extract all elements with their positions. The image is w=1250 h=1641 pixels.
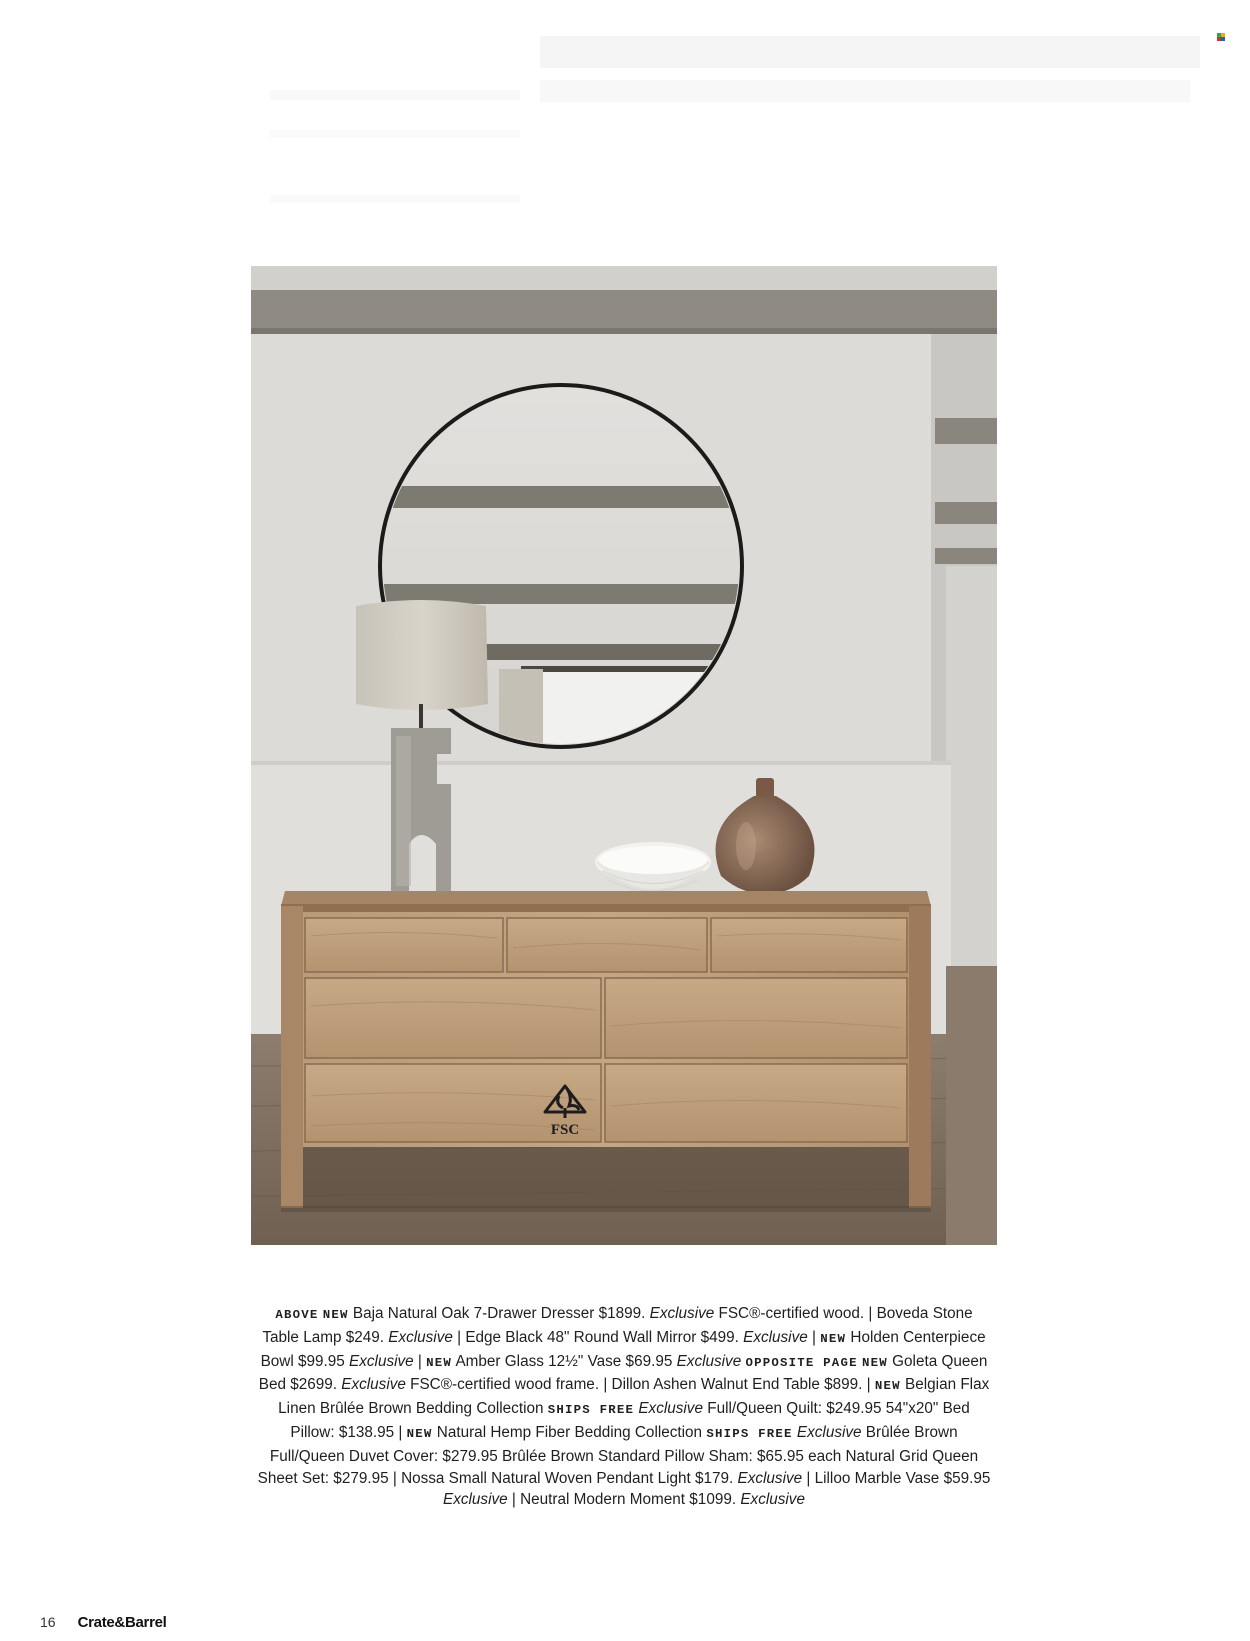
brand-logo: Crate&Barrel bbox=[77, 1614, 167, 1631]
label-exclusive: Exclusive bbox=[740, 1491, 805, 1509]
caption-text: | bbox=[807, 1328, 821, 1346]
label-exclusive: Exclusive bbox=[737, 1469, 803, 1487]
bleed-through-text bbox=[270, 90, 520, 100]
label-new: NEW bbox=[426, 1355, 453, 1370]
bleed-through-text bbox=[540, 36, 1200, 68]
label-exclusive: Exclusive bbox=[388, 1328, 453, 1346]
caption-text: Baja Natural Oak 7-Drawer Dresser $1899. bbox=[348, 1305, 650, 1322]
label-new: NEW bbox=[406, 1426, 433, 1441]
color-registration-mark bbox=[1217, 33, 1225, 41]
label-exclusive: Exclusive bbox=[443, 1491, 508, 1509]
label-exclusive: Exclusive bbox=[676, 1352, 742, 1370]
caption-text: | Neutral Modern Moment $1099. bbox=[507, 1491, 741, 1509]
bleed-through-text bbox=[270, 130, 520, 138]
caption-text: | bbox=[413, 1352, 427, 1370]
label-new: NEW bbox=[322, 1308, 349, 1322]
label-above: ABOVE bbox=[275, 1308, 319, 1322]
caption-text: Belgian Flax Linen Brûlée Brown Bedding Collection bbox=[278, 1376, 990, 1418]
caption-text: Holden Centerpiece Bowl $99.95 bbox=[260, 1328, 986, 1370]
color-swatch bbox=[1221, 37, 1225, 41]
label-exclusive: Exclusive bbox=[796, 1423, 862, 1441]
product-caption bbox=[256, 1303, 992, 1511]
label-exclusive: Exclusive bbox=[649, 1305, 715, 1322]
label-new: NEW bbox=[820, 1331, 847, 1346]
page-number: 16 bbox=[40, 1614, 56, 1630]
fsc-logo-text: FSC bbox=[550, 1122, 580, 1138]
caption-text: Goleta Queen Bed $2699. bbox=[258, 1352, 988, 1394]
dresser-product-photo bbox=[251, 266, 997, 1245]
label-ships-free: SHIPS FREE bbox=[547, 1403, 635, 1418]
label-ships-free: SHIPS FREE bbox=[706, 1426, 793, 1441]
label-new: NEW bbox=[861, 1355, 888, 1370]
bleed-through-text bbox=[270, 195, 520, 203]
caption-text: FSC®-certified wood frame. | Dillon Ashen Walnut End Table $899. | bbox=[405, 1376, 875, 1394]
caption-text: Full/Queen Quilt: $249.95 54"x20" Bed Pillow: $138.95 | bbox=[290, 1400, 970, 1441]
label-exclusive: Exclusive bbox=[349, 1352, 414, 1370]
label-opposite-page: OPPOSITE PAGE bbox=[745, 1355, 858, 1370]
caption-text: | Edge Black 48" Round Wall Mirror $499. bbox=[452, 1328, 744, 1346]
label-new: NEW bbox=[874, 1379, 901, 1394]
caption-text: Amber Glass 12½" Vase $69.95 bbox=[452, 1352, 677, 1370]
page-footer bbox=[40, 1614, 167, 1631]
label-exclusive: Exclusive bbox=[638, 1400, 703, 1418]
caption-text: Brûlée Brown Full/Queen Duvet Cover: $279.95 Brûlée Brown Standard Pillow Sham: $65.95 each Natural Grid Queen Sheet Set: $279.95 | Nossa Small Natural Woven Pendant Light $179. bbox=[257, 1423, 979, 1487]
caption-text: | Lilloo Marble Vase $59.95 bbox=[802, 1469, 991, 1487]
label-exclusive: Exclusive bbox=[341, 1376, 406, 1394]
caption-text: Natural Hemp Fiber Bedding Collection bbox=[432, 1423, 707, 1441]
bleed-through-text bbox=[540, 80, 1190, 102]
caption-text: FSC®-certified wood. | Boveda Stone Table Lamp $249. bbox=[262, 1305, 973, 1346]
fsc-tree-logo-icon bbox=[539, 1078, 591, 1138]
label-exclusive: Exclusive bbox=[743, 1328, 808, 1346]
